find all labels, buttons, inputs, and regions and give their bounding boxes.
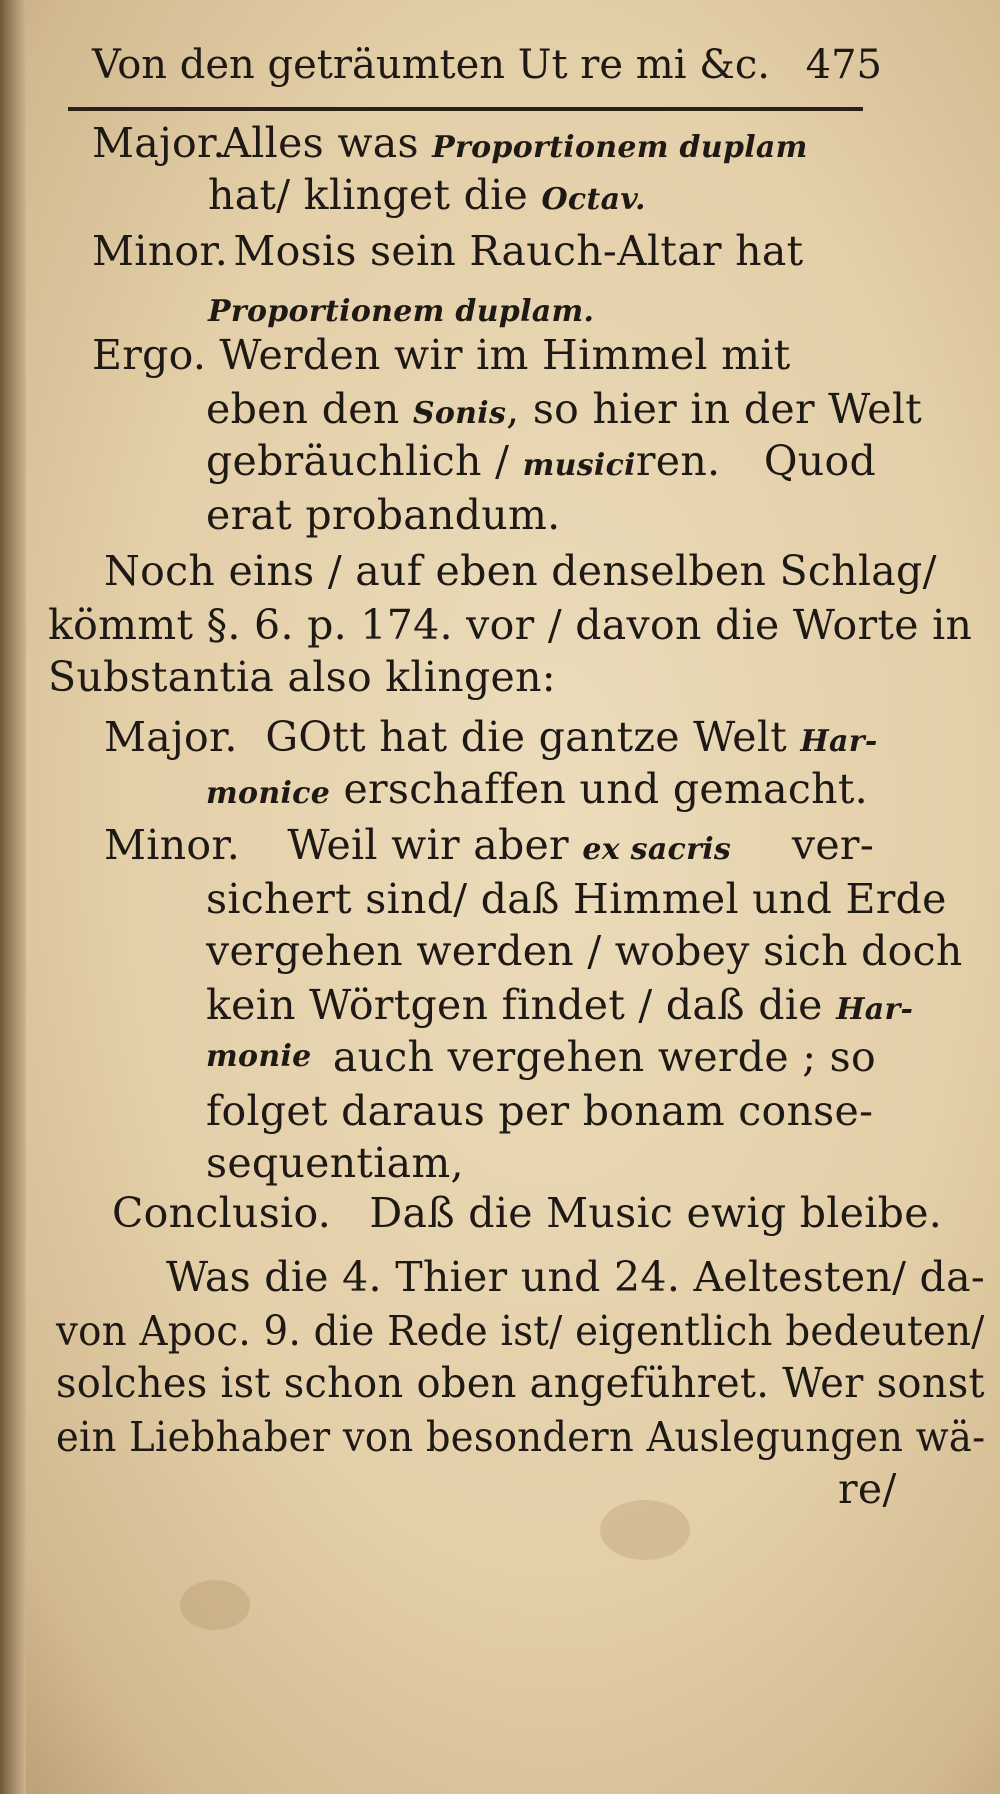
line-text: ein Liebhaber von besondern Auslegungen wä- — [56, 1413, 986, 1461]
syllogism2-major-line2 — [206, 764, 868, 819]
line-text: Weil wir aber — [287, 821, 569, 869]
italic-term: ex sacris — [582, 832, 732, 867]
line-text: vergehen werden / wobey sich doch — [206, 927, 963, 975]
line-text: Noch eins / auf eben denselben Schlag/ — [104, 547, 937, 595]
line-text: erat probandum. — [206, 491, 561, 539]
line-text: Mosis sein Rauch-Altar hat — [233, 227, 804, 275]
catchword-text: re/ — [838, 1465, 897, 1513]
italic-term: Sonis — [412, 396, 507, 431]
paragraph1-line3 — [48, 652, 556, 702]
line-text: Was die 4. Thier und 24. Aeltesten/ da- — [166, 1253, 985, 1301]
minor-label: Minor. — [104, 821, 241, 869]
line-text: folget daraus per bonam conse- — [206, 1087, 874, 1135]
line-text: sequentiam, — [206, 1139, 464, 1187]
syllogism2-minor-line5 — [206, 1032, 876, 1082]
italic-term: Proportionem duplam — [432, 130, 808, 165]
page-number: 475 — [805, 42, 882, 88]
page-gutter-shadow — [0, 0, 26, 1794]
syllogism1-ergo-line1 — [92, 330, 791, 380]
line-text: ver- — [791, 821, 874, 869]
italic-term: musici — [522, 448, 636, 483]
paragraph2-line2 — [56, 1306, 985, 1356]
syllogism1-ergo-line4 — [206, 490, 561, 540]
italic-term: monie — [206, 1039, 312, 1074]
running-head — [92, 40, 882, 90]
italic-term: Octav. — [541, 182, 646, 217]
paragraph1-line1 — [104, 546, 937, 596]
line-text: hat/ klinget die — [208, 171, 529, 219]
line-text: Daß die Music ewig bleibe. — [369, 1189, 943, 1237]
line-text: Substantia also klingen: — [48, 653, 556, 701]
conclusio-label: Conclusio. — [112, 1189, 332, 1237]
header-rule — [68, 107, 863, 111]
line-text: kein Wörtgen findet / daß die — [206, 981, 823, 1029]
line-text: kömmt §. 6. p. 174. vor / davon die Worte in — [48, 601, 973, 649]
catchword — [838, 1464, 897, 1514]
paragraph1-line2 — [48, 600, 973, 650]
line-text: GOtt hat die gantze Welt — [265, 713, 788, 761]
line-text: , so hier in der Welt — [506, 385, 923, 433]
line-text: von Apoc. 9. die Rede ist/ eigentlich bedeuten/ — [56, 1307, 985, 1355]
line-text: solches ist schon oben angeführet. Wer sonst — [56, 1359, 985, 1407]
syllogism1-ergo-line3 — [206, 436, 876, 491]
syllogism1-ergo-line2 — [206, 384, 922, 439]
syllogism1-major-line1 — [92, 118, 808, 173]
paragraph2-line3 — [56, 1358, 985, 1408]
syllogism2-minor-line2 — [206, 874, 947, 924]
line-text: sichert sind/ daß Himmel und Erde — [206, 875, 947, 923]
syllogism1-minor-line1 — [92, 226, 803, 276]
line-text: ren. — [635, 437, 721, 485]
line-text: gebräuchlich / — [206, 437, 510, 485]
paragraph2-line4 — [56, 1412, 985, 1462]
syllogism2-minor-line6 — [206, 1086, 873, 1136]
syllogism2-minor-line1 — [104, 820, 874, 875]
line-text: Alles was — [221, 119, 419, 167]
italic-term: Har- — [800, 724, 878, 759]
line-text: eben den — [206, 385, 400, 433]
italic-term: Har- — [836, 992, 914, 1027]
line-text: Werden wir im Himmel mit — [219, 331, 791, 379]
ergo-label: Ergo. — [92, 331, 207, 379]
foxing-spot — [600, 1500, 690, 1560]
foxing-spot — [180, 1580, 250, 1630]
line-text: auch vergehen werde ; so — [332, 1033, 876, 1081]
line-text: erschaffen und gemacht. — [343, 765, 868, 813]
minor-label: Minor. — [92, 227, 229, 275]
paragraph2-line1 — [166, 1252, 985, 1302]
italic-term: monice — [206, 776, 331, 811]
syllogism2-minor-line3 — [206, 926, 963, 976]
line-text: Quod — [763, 437, 876, 485]
syllogism1-major-line2 — [208, 170, 646, 225]
running-title: Von den geträumten Ut re mi &c. — [92, 42, 770, 88]
major-label: Major. — [104, 713, 238, 761]
syllogism2-minor-line7 — [206, 1138, 464, 1188]
syllogism2-major-line1 — [104, 712, 878, 767]
syllogism1-minor-line2 — [208, 282, 594, 337]
syllogism2-conclusio-line — [112, 1188, 942, 1238]
syllogism2-minor-line4 — [206, 980, 913, 1035]
major-label: Major. — [92, 119, 226, 167]
italic-term: Proportionem duplam. — [208, 294, 595, 329]
